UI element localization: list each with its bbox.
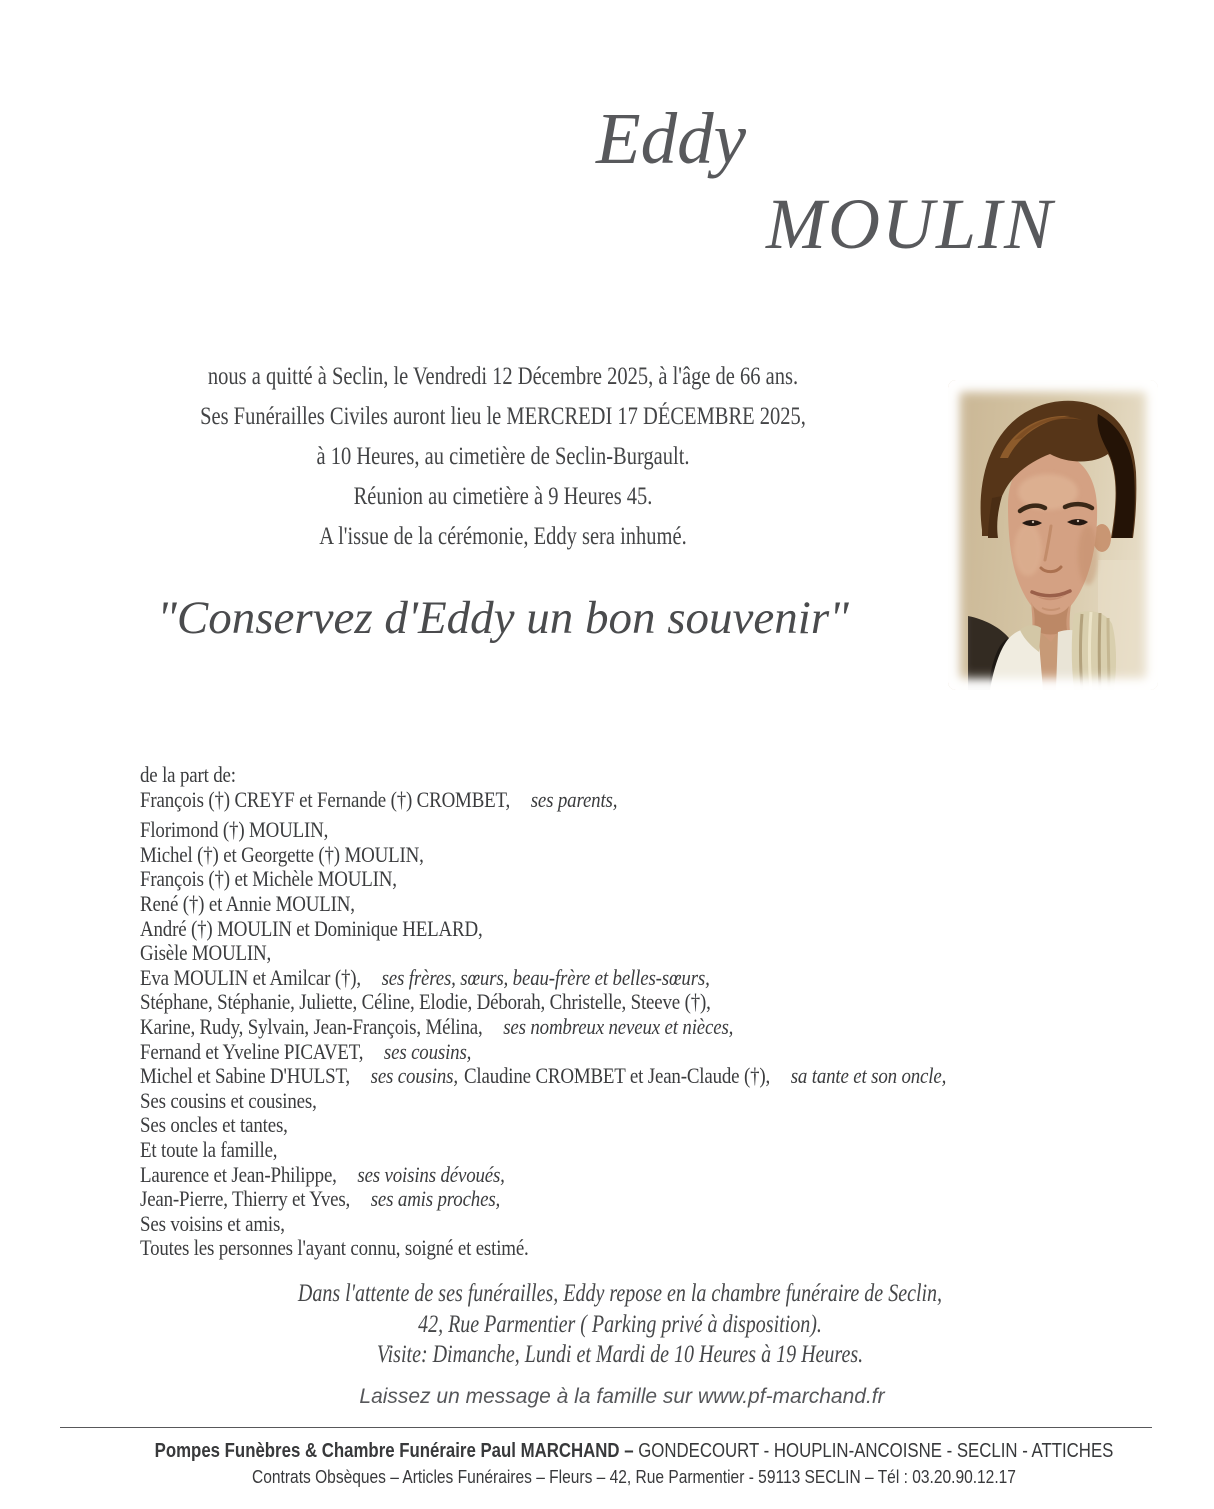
family-line [140, 966, 1000, 991]
family-intro: de la part de: [140, 762, 236, 787]
names-text: Ses oncles et tantes, [140, 1112, 288, 1138]
relation-label: ses cousins, [383, 1038, 472, 1064]
relation-label: sa tante et son oncle, [790, 1063, 947, 1089]
names-text: Toutes les personnes l'ayant connu, soigné et estimé. [140, 1235, 529, 1261]
names-text: Ses cousins et cousines, [140, 1087, 317, 1113]
portrait-illustration [948, 380, 1158, 690]
names-text: René (†) et Annie MOULIN, [140, 890, 355, 916]
family-line [140, 1187, 1000, 1212]
names-text: Fernand et Yveline PICAVET, [140, 1038, 364, 1064]
announcement-line: Ses Funérailles Civiles auront lieu le MERCREDI 17 DÉCEMBRE 2025, [200, 403, 806, 430]
footer-line-2: Contrats Obsèques – Articles Funéraires – Fleurs – 42, Rue Parmentier - 59113 SECLIN – Tél : 03.20.90.12.17 [252, 1466, 1016, 1487]
names-text: Karine, Rudy, Sylvain, Jean-François, Mélina, [140, 1013, 483, 1039]
names-text: Michel (†) et Georgette (†) MOULIN, [140, 841, 424, 867]
relation-label: ses parents, [530, 786, 618, 812]
family-line [140, 1113, 1000, 1138]
family-list [140, 788, 1140, 1261]
family-line [140, 1040, 1000, 1065]
family-line [140, 867, 1000, 892]
website-message-line: Laissez un message à la famille sur www.pf-marchand.fr [359, 1385, 885, 1408]
announcement-line: à 10 Heures, au cimetière de Seclin-Burgault. [316, 443, 690, 470]
names-text: Gisèle MOULIN, [140, 940, 272, 966]
names-text: Et toute la famille, [140, 1136, 278, 1162]
announcement-line: A l'issue de la cérémonie, Eddy sera inhumé. [319, 523, 687, 550]
footer-line-1 [124, 1438, 1144, 1464]
relation-label: ses nombreux neveux et nièces, [503, 1013, 734, 1039]
names-text: Laurence et Jean-Philippe, [140, 1161, 337, 1187]
family-line [140, 990, 1000, 1015]
announcement-line: nous a quitté à Seclin, le Vendredi 12 Décembre 2025, à l'âge de 66 ans. [207, 363, 799, 390]
family-line [140, 917, 1000, 942]
portrait-photo [948, 380, 1158, 690]
family-line [140, 843, 1000, 868]
names-text: François (†) et Michèle MOULIN, [140, 866, 397, 892]
footer-divider [60, 1427, 1152, 1428]
closing-block [13, 1279, 1214, 1371]
names-text: Stéphane, Stéphanie, Juliette, Céline, Elodie, Déborah, Christelle, Steeve (†), [140, 989, 711, 1015]
relation-label: ses amis proches, [370, 1186, 501, 1212]
names-text: Jean-Pierre, Thierry et Yves, [140, 1186, 351, 1212]
family-line [140, 818, 1000, 843]
family-line [140, 892, 1000, 917]
family-line [140, 1089, 1000, 1114]
family-line [140, 941, 1000, 966]
announcement-line: Réunion au cimetière à 9 Heures 45. [353, 483, 653, 510]
relation-label: ses voisins dévoués, [357, 1161, 505, 1187]
memorial-quote: "Conservez d'Eddy un bon souvenir" [157, 592, 849, 644]
names-text: Florimond (†) MOULIN, [140, 817, 329, 843]
family-line [140, 1015, 1000, 1040]
announcement-block [0, 357, 1006, 557]
funeral-home-cities: GONDECOURT - HOUPLIN-ANCOISNE - SECLIN - ATTICHES [638, 1440, 1114, 1462]
names-text: André (†) MOULIN et Dominique HELARD, [140, 915, 483, 941]
family-line [140, 1138, 1000, 1163]
family-line [140, 1212, 1000, 1237]
closing-line: Dans l'attente de ses funérailles, Eddy repose en la chambre funéraire de Seclin, [297, 1280, 943, 1307]
closing-line: 42, Rue Parmentier ( Parking privé à disposition). [418, 1310, 822, 1338]
names-text: Michel et Sabine D'HULST, [140, 1063, 351, 1089]
family-line [140, 788, 1000, 813]
footer [27, 1438, 1214, 1490]
closing-line: Visite: Dimanche, Lundi et Mardi de 10 Heures à 19 Heures. [376, 1341, 864, 1368]
names-text: Eva MOULIN et Amilcar (†), [140, 964, 361, 990]
family-section [140, 763, 1140, 1261]
family-line [140, 1236, 1000, 1261]
deceased-first-name: Eddy [596, 98, 746, 179]
family-line [140, 1163, 1000, 1188]
names-text: Ses voisins et amis, [140, 1210, 285, 1236]
funeral-home-name: Pompes Funèbres & Chambre Funéraire Paul MARCHAND – [154, 1440, 639, 1462]
names-text: François (†) CREYF et Fernande (†) CROMBET, [140, 786, 511, 812]
names-text: Claudine CROMBET et Jean-Claude (†), [463, 1063, 771, 1089]
relation-label: ses frères, sœurs, beau-frère et belles-sœurs, [381, 964, 710, 990]
deceased-last-name: MOULIN [766, 184, 1055, 264]
family-line [140, 1064, 1000, 1089]
relation-label: ses cousins, [370, 1063, 458, 1089]
